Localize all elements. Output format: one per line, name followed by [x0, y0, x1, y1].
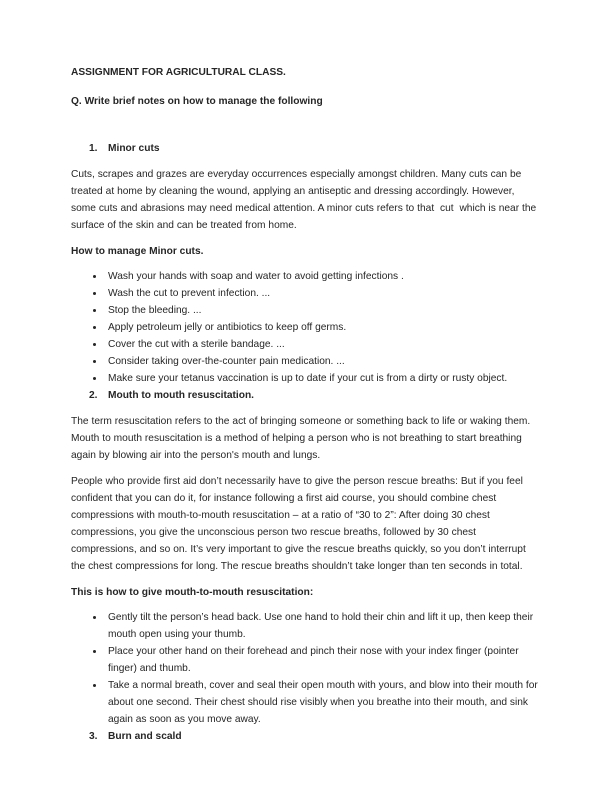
spacer	[71, 575, 541, 584]
spacer	[71, 234, 541, 243]
section-number-1: 1.	[89, 143, 98, 154]
list-item: Consider taking over-the-counter pain medication. ...	[71, 353, 541, 370]
section-heading-3	[71, 728, 541, 745]
section-number-2: 2.	[89, 390, 98, 401]
section-1-intro-paragraph: Cuts, scrapes and grazes are everyday occurrences especially amongst children. Many cuts can be treated at home by cleaning the wound, applying an antiseptic and dressing accordingly. However, some cuts and abrasions may need medical attention. A minor cuts refers to that cut which is near the surface of the skin and can be treated from home.	[71, 169, 540, 231]
list-item: Make sure your tetanus vaccination is up to date if your cut is from a dirty or rusty object.	[71, 370, 541, 387]
spacer	[71, 404, 541, 413]
list-item: Apply petroleum jelly or antibiotics to keep off germs.	[71, 319, 541, 336]
section-1-bullet-list	[71, 268, 541, 387]
question-prompt: Q. Write brief notes on how to manage the following	[71, 96, 323, 107]
section-title-1: Minor cuts	[108, 143, 160, 154]
list-item: Cover the cut with a sterile bandage. ...	[71, 336, 541, 353]
section-title-3: Burn and scald	[108, 731, 182, 742]
list-item: Place your other hand on their forehead and pinch their nose with your index finger (pointer finger) and thumb.	[71, 643, 541, 677]
spacer	[71, 464, 541, 473]
section-heading-2	[71, 387, 541, 404]
section-1-subheading: How to manage Minor cuts.	[71, 246, 204, 257]
section-2-bullet-list	[71, 609, 541, 728]
section-2-subheading: This is how to give mouth-to-mouth resuscitation:	[71, 587, 314, 598]
list-item: Wash the cut to prevent infection. ...	[71, 285, 541, 302]
list-item: Gently tilt the person’s head back. Use one hand to hold their chin and lift it up, then keep their mouth open using your thumb.	[71, 609, 541, 643]
document-title: ASSIGNMENT FOR AGRICULTURAL CLASS.	[71, 67, 286, 78]
spacer	[71, 110, 541, 140]
list-item: Wash your hands with soap and water to avoid getting infections .	[71, 268, 541, 285]
list-item: Take a normal breath, cover and seal their open mouth with yours, and blow into their mouth for about one second. Their chest should rise visibly when you breathe into their mouth, and sink again as soon as you move away.	[71, 677, 541, 728]
document-body	[71, 64, 541, 745]
section-2-paragraph-2: People who provide first aid don’t necessarily have to give the person rescue breaths: But if you feel confident that you can do it, for instance following a first aid course, you should combine chest compressions with mouth-to-mouth resuscitation – at a ratio of “30 to 2”: After doing 30 chest compressions, you give the unconscious person two rescue breaths, followed by 30 chest compressions, and so on. It’s very important to give the rescue breaths quickly, so you don’t interrupt the chest compressions for long. The rescue breaths shouldn’t take longer than ten seconds in total.	[71, 476, 526, 572]
spacer	[71, 260, 541, 268]
spacer	[71, 157, 541, 166]
spacer	[71, 601, 541, 609]
section-number-3: 3.	[89, 731, 98, 742]
section-heading-1	[71, 140, 541, 157]
list-item: Stop the bleeding. ...	[71, 302, 541, 319]
section-2-paragraph-1: The term resuscitation refers to the act of bringing someone or something back to life or waking them. Mouth to mouth resuscitation is a method of helping a person who is not breathing to start breathing again by blowing air into the person's mouth and lungs.	[71, 416, 531, 461]
section-title-2: Mouth to mouth resuscitation.	[108, 390, 255, 401]
spacer	[71, 81, 541, 93]
